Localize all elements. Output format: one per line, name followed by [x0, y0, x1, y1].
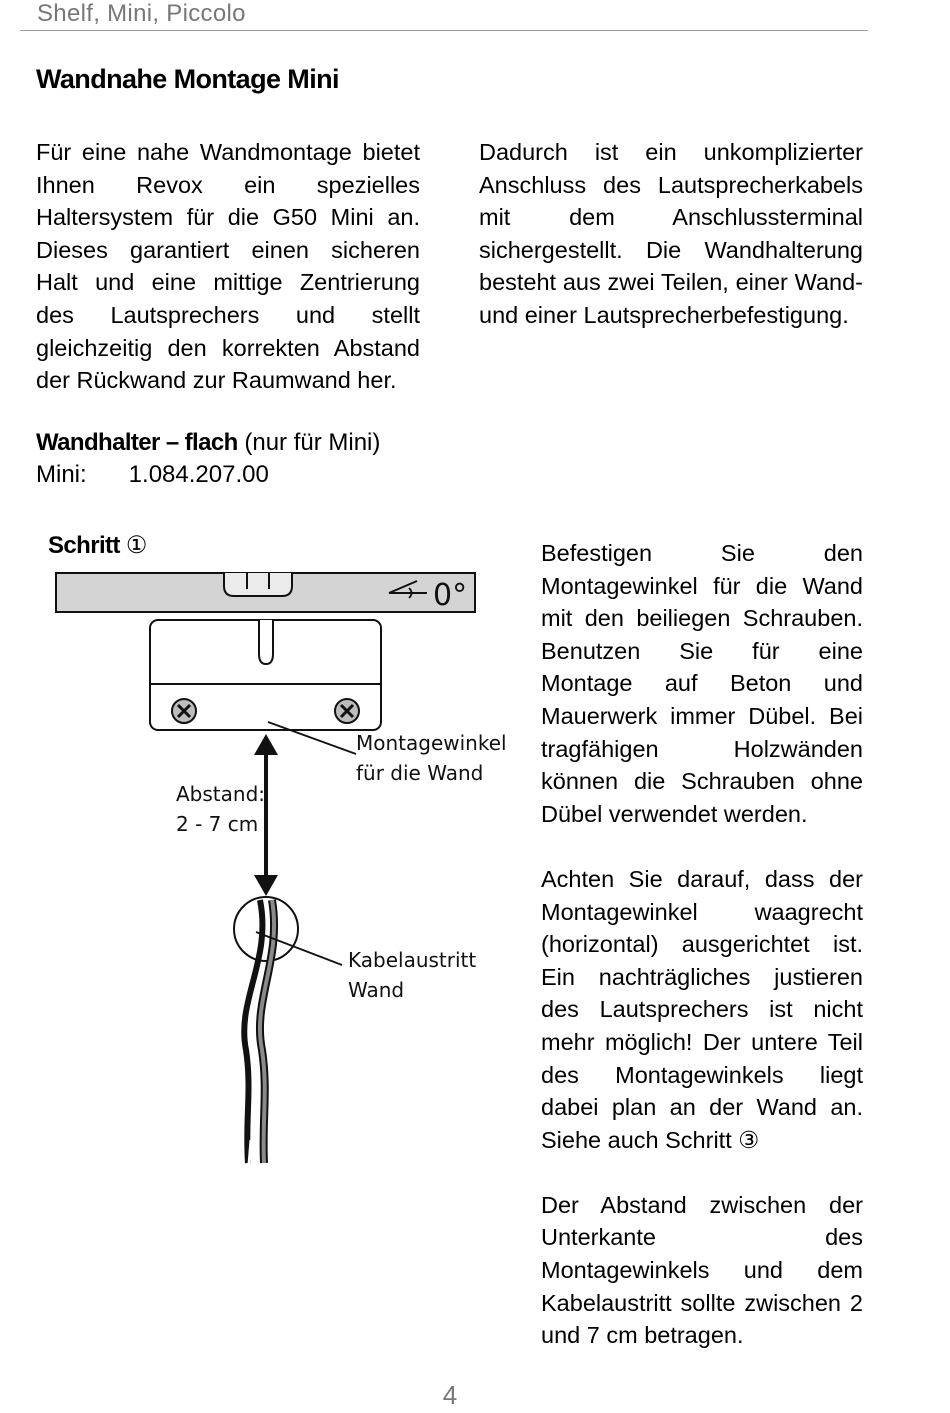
- header-divider: [20, 30, 868, 31]
- screw-right-icon: [335, 699, 359, 723]
- bracket-label: [356, 728, 507, 788]
- bracket-label-line-2: für die Wand: [356, 761, 484, 785]
- product-name: Wandhalter – flach: [36, 429, 238, 456]
- cable-label: [348, 945, 476, 1005]
- intro-left-column: [36, 136, 420, 397]
- screw-left-icon: [172, 699, 196, 723]
- section-title: Wandnahe Montage Mini: [36, 64, 339, 94]
- product-heading: [36, 429, 380, 457]
- model-label: Mini:: [36, 461, 87, 488]
- spirit-level-icon: [56, 573, 475, 613]
- product-model-row: [36, 461, 269, 489]
- distance-label-line-1: Abstand:: [176, 782, 266, 806]
- step-number-icon: ①: [125, 532, 147, 559]
- wall-bracket-icon: [150, 620, 381, 730]
- cable-label-line-2: Wand: [348, 978, 405, 1002]
- level-reading: 0°: [433, 578, 468, 613]
- cable-exit-icon: [234, 897, 298, 1165]
- mounting-diagram: [0, 560, 520, 1180]
- step-instructions: [541, 537, 863, 1352]
- page-number: 4: [442, 1380, 458, 1410]
- intro-right-paragraph: Dadurch ist ein unkomplizierter Anschluss des Lautsprecherkabels mit dem Anschlussterminal sichergestellt. Die Wandhalterung besteht aus zwei Teilen, einer Wand- und einer Lautsprecherbefestigung.: [479, 139, 863, 328]
- bracket-label-line-1: Montagewinkel: [356, 731, 507, 755]
- step-paragraph-3: Der Abstand zwischen der Unterkante des Montagewinkels und dem Kabelaustritt sollte zwischen 2 und 7 cm betragen.: [541, 1191, 863, 1349]
- model-number: 1.084.207.00: [128, 461, 269, 488]
- step-label: Schritt: [48, 532, 120, 559]
- step-paragraph-1: Befestigen Sie den Montagewinkel für die Wand mit den beiliegen Schrauben. Benutzen Sie für eine Montage auf Beton und Mauerwerk immer Dübel. Bei tragfähigen Holzwänden können die Schrauben ohne Dübel verwendet werden.: [541, 540, 863, 827]
- step-heading: [48, 531, 147, 560]
- running-header: Shelf, Mini, Piccolo: [37, 0, 246, 27]
- cable-label-line-1: Kabelaustritt: [348, 948, 477, 972]
- product-note: (nur für Mini): [244, 429, 381, 456]
- distance-label: [176, 779, 265, 839]
- step-paragraph-2: Achten Sie darauf, dass der Montagewinkel waagrecht (horizontal) ausgerichtet ist. Ein nachträgliches justieren des Lautsprechers ist nicht mehr möglich! Der untere Teil des Montagewinkels liegt dabei plan an der Wand an. Siehe auch Schritt ③: [541, 865, 863, 1153]
- intro-right-column: [479, 136, 863, 332]
- distance-label-line-2: 2 - 7 cm: [176, 812, 259, 836]
- intro-left-paragraph: Für eine nahe Wandmontage bietet Ihnen Revox ein spezielles Haltersystem für die G50 Mini an. Dieses garantiert einen sicheren Halt und eine mittige Zentrierung des Lautsprechers und stellt gleichzeitig den korrekten Abstand der Rückwand zur Raumwand her.: [36, 139, 420, 394]
